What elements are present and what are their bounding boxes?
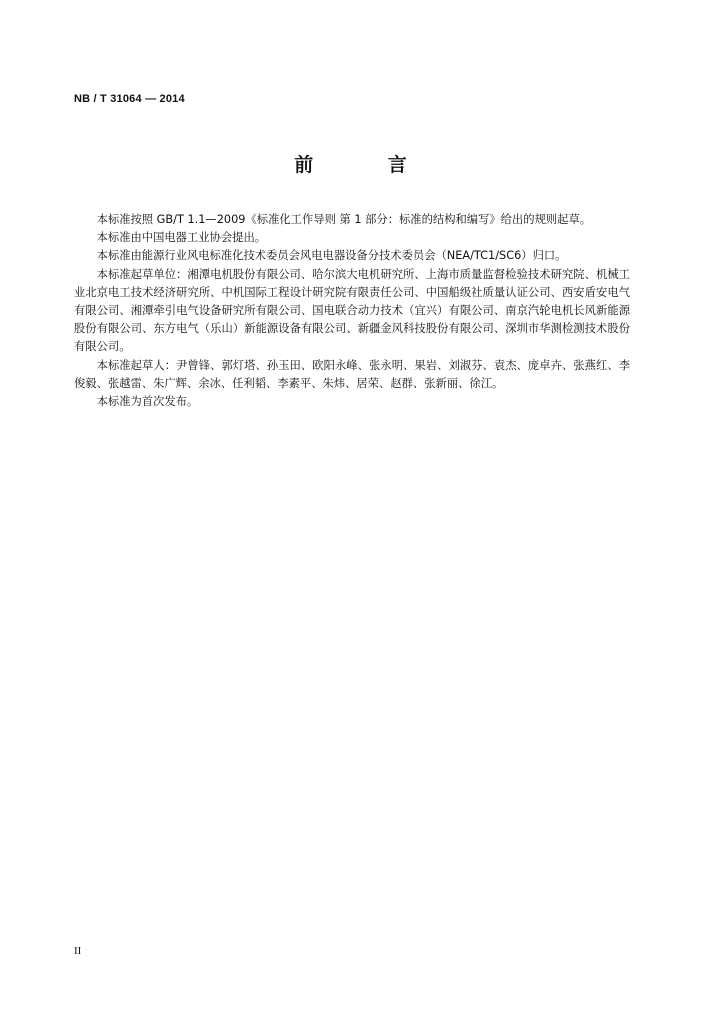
paragraph-first-release: 本标准为首次发布。 [96,395,199,409]
paragraph-drafters: 本标准起草人：尹曾锋、郭灯塔、孙玉田、欧阳永峰、张永明、果岩、刘淑芬、袁杰、庞卓卉、张燕红、李俊毅、张越雷、朱广辉、余冰、任利韬、李素平、朱炜、居荣、赵群、张新丽、徐江。 [74,358,630,390]
preface-body [74,211,630,411]
page-number: II [74,945,82,957]
paragraph-drafting-rules: 本标准按照 GB/T 1.1—2009《标准化工作导则 第 1 部分：标准的结构和编写》给出的规则起草。 [96,213,592,226]
paragraph-technical-committee: 本标准由能源行业风电标准化技术委员会风电电器设备分技术委员会（NEA/TC1/SC6）归口。 [96,249,567,263]
paragraph-drafting-organizations: 本标准起草单位：湘潭电机股份有限公司、哈尔滨大电机研究所、上海市质量监督检验技术研究院、机械工业北京电工技术经济研究所、中机国际工程设计研究院有限责任公司、中国船级社质量认证公司、西安盾安电气有限公司、湘潭牵引电气设备研究所有限公司、国电联合动力技术（宜兴）有限公司、南京汽轮电机长风新能源股份有限公司、东方电气（乐山）新能源设备有限公司、新疆金风科技股份有限公司、深圳市华测检测技术股份有限公司。 [74,267,630,354]
standard-code-header: NB / T 31064 — 2014 [74,93,185,105]
paragraph-proposer: 本标准由中国电器工业协会提出。 [96,231,267,245]
section-title: 前 言 [294,154,441,176]
